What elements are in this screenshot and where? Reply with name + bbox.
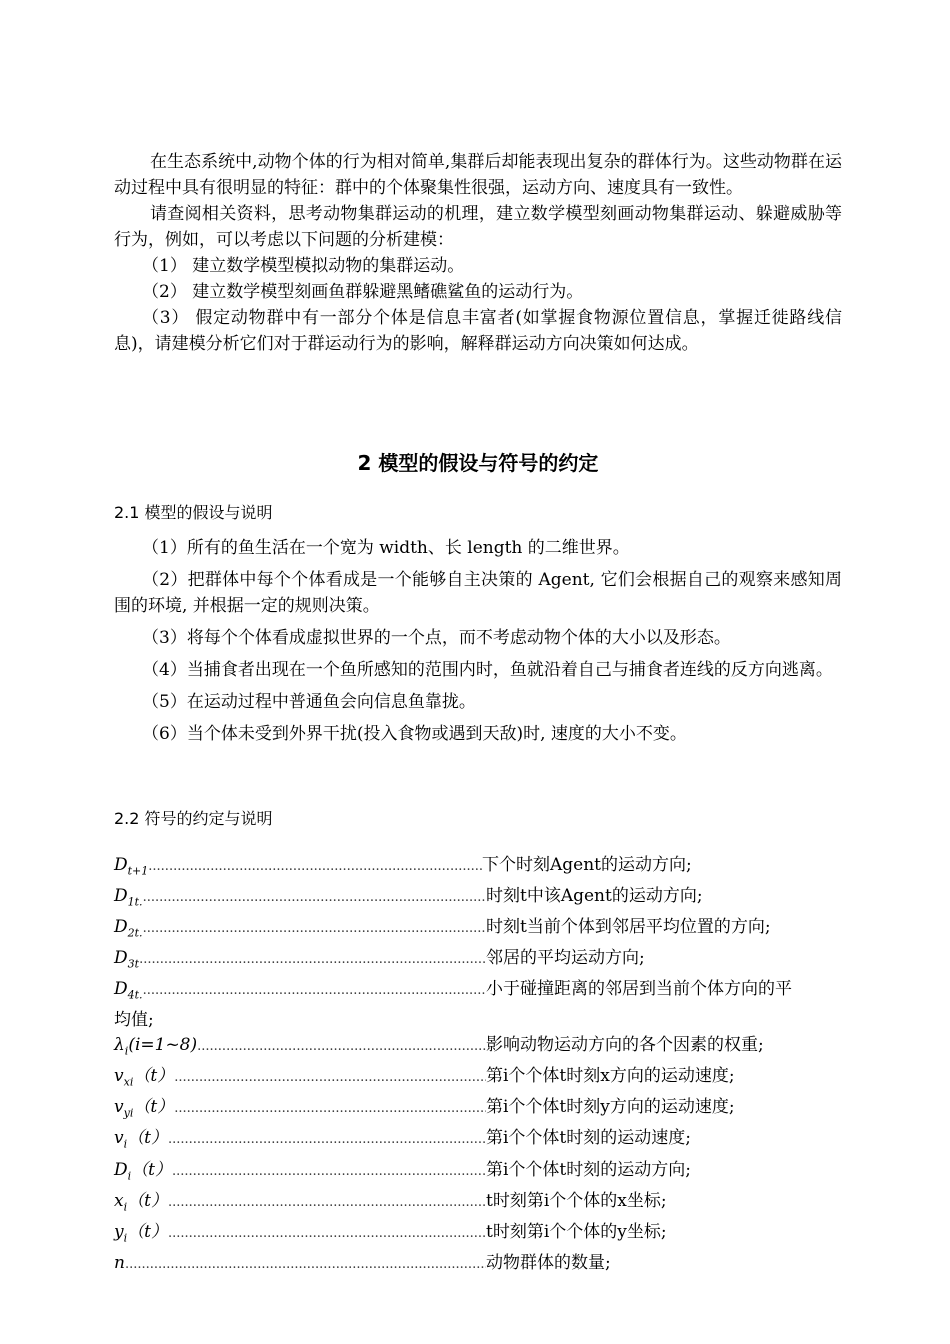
leader-dots [197,1035,486,1060]
symbol-row [114,1033,842,1064]
symbol-base: D [114,886,128,907]
symbol-subscript: 2t. [127,926,143,940]
section-2-heading: 2 模型的假设与符号的约定 [357,451,599,475]
question-2: （2） 建立数学模型刻画鱼群躲避黑鳍礁鲨鱼的运动行为。 [142,282,584,302]
symbol-subscript: i [123,1200,128,1214]
symbol-row [114,1126,842,1157]
symbol-subscript: xi [123,1075,134,1089]
section-2-2-heading: 2.2 符号的约定与说明 [114,809,273,828]
symbol-base: x [114,1190,124,1211]
symbol-term [114,1158,172,1189]
symbol-argument: （t） [133,1066,175,1087]
assumption-item: （4）当捕食者出现在一个鱼所感知的范围内时，鱼就沿着自己与捕食者连线的反方向逃离。 [142,660,833,680]
symbol-argument: （t） [127,1221,168,1242]
symbol-description: 第i个个体t时刻y方向的运动速度; [486,1097,735,1118]
leader-dots [125,1253,486,1278]
symbol-term [114,1064,174,1095]
symbol-description: t时刻第i个个体的y坐标; [486,1221,667,1242]
leader-dots [168,1128,486,1153]
section-2-1-heading: 2.1 模型的假设与说明 [114,503,273,522]
symbol-description: 第i个个体t时刻x方向的运动速度; [486,1066,735,1087]
assumption-item: （2）把群体中每个个体看成是一个能够自主决策的 Agent, 它们会根据自己的观察来感知周围的环境, 并根据一定的规则决策。 [114,570,842,616]
intro-paragraph-1: 在生态系统中,动物个体的行为相对简单,集群后却能表现出复杂的群体行为。这些动物群在运动过程中具有很明显的特征：群中的个体聚集性很强，运动方向、速度具有一致性。 [114,152,842,198]
leader-dots [168,1191,486,1216]
symbol-term [114,946,139,977]
symbol-description: 影响动物运动方向的各个因素的权重; [486,1035,764,1056]
symbol-description: 第i个个体t时刻的运动方向; [486,1159,691,1180]
symbol-base: n [114,1252,125,1273]
symbol-description: 动物群体的数量; [486,1252,611,1273]
symbol-row [114,884,842,915]
symbol-subscript: t+1 [127,864,149,878]
symbol-term [114,1033,197,1064]
assumption-item: （3）将每个个体看成虚拟世界的一个点，而不考虑动物个体的大小以及形态。 [142,628,731,648]
symbol-row [114,1251,842,1278]
symbol-base: v [114,1066,124,1087]
symbol-argument: （t） [131,1159,173,1180]
symbol-term [114,884,143,915]
symbol-argument: （t） [127,1128,168,1149]
leader-dots [148,855,482,880]
intro-paragraph-2: 请查阅相关资料，思考动物集群运动的机理，建立数学模型刻画动物集群运动、躲避威胁等行为，例如，可以考虑以下问题的分析建模： [114,204,842,250]
symbol-base: λ [114,1035,125,1056]
symbol-description: t时刻第i个个体的x坐标; [486,1190,667,1211]
leader-dots [174,1097,486,1122]
symbol-row [114,1220,842,1251]
symbol-base: y [114,1221,124,1242]
assumption-item: （1）所有的鱼生活在一个宽为 width、长 length 的二维世界。 [142,538,630,558]
symbol-argument: (i=1~8) [128,1035,198,1056]
symbol-subscript: i [123,1231,128,1245]
assumption-item: （6）当个体未受到外界干扰(投入食物或遇到天敌)时, 速度的大小不变。 [142,724,687,744]
leader-dots [174,1066,486,1091]
symbol-term [114,977,143,1008]
leader-dots [143,886,486,911]
question-3: （3） 假定动物群中有一部分个体是信息丰富者(如掌握食物源位置信息，掌握迁徙路线信息)，请建模分析它们对于群运动行为的影响，解释群运动方向决策如何达成。 [114,308,842,354]
symbol-subscript: 3t [127,957,140,971]
symbol-row [114,1158,842,1189]
symbol-description: 小于碰撞距离的邻居到当前个体方向的平 [486,979,792,1000]
symbol-row [114,915,842,946]
leader-dots [143,979,486,1004]
symbol-base: D [114,979,128,1000]
symbol-description-continued: 均值; [114,1010,154,1031]
symbol-base: v [114,1128,124,1149]
symbol-term [114,1095,174,1126]
symbol-description: 下个时刻Agent的运动方向; [482,855,692,875]
question-1: （1） 建立数学模型模拟动物的集群运动。 [142,256,465,276]
symbol-term [114,1220,168,1251]
symbol-term [114,1189,168,1220]
symbol-base: v [114,1097,124,1118]
symbol-subscript: yi [123,1106,134,1120]
symbol-base: D [114,917,128,938]
symbol-argument: （t） [133,1097,175,1118]
symbol-description: 时刻t当前个体到邻居平均位置的方向; [486,917,771,938]
intro-section [114,149,842,357]
symbol-subscript: i [123,1137,128,1151]
leader-dots [143,917,486,942]
symbol-description: 第i个个体t时刻的运动速度; [486,1128,691,1149]
symbol-description: 时刻t中该Agent的运动方向; [486,886,703,907]
symbol-subscript: 1t. [127,895,143,909]
symbol-base: D [114,1159,128,1180]
symbol-base: D [114,948,128,969]
assumption-item: （5）在运动过程中普通鱼会向信息鱼靠拢。 [142,692,476,712]
symbol-subscript: 4t. [127,988,143,1002]
symbol-row [114,1064,842,1095]
symbol-term [114,915,143,946]
symbol-argument: （t） [127,1190,168,1211]
symbol-row [114,977,842,1008]
leader-dots [168,1222,486,1247]
symbol-term [114,1251,125,1276]
symbol-row [114,853,842,884]
symbol-term [114,1126,168,1157]
symbol-description: 邻居的平均运动方向; [486,948,645,969]
symbol-subscript: i [124,1044,129,1058]
leader-dots [172,1160,486,1185]
symbol-term [114,853,148,884]
symbol-row [114,1189,842,1220]
symbol-row [114,1095,842,1126]
leader-dots [139,948,486,973]
symbol-subscript: i [127,1168,132,1182]
symbol-row [114,946,842,977]
assumption-list [114,535,842,753]
symbol-base: D [114,855,128,875]
symbol-list [114,853,842,1278]
